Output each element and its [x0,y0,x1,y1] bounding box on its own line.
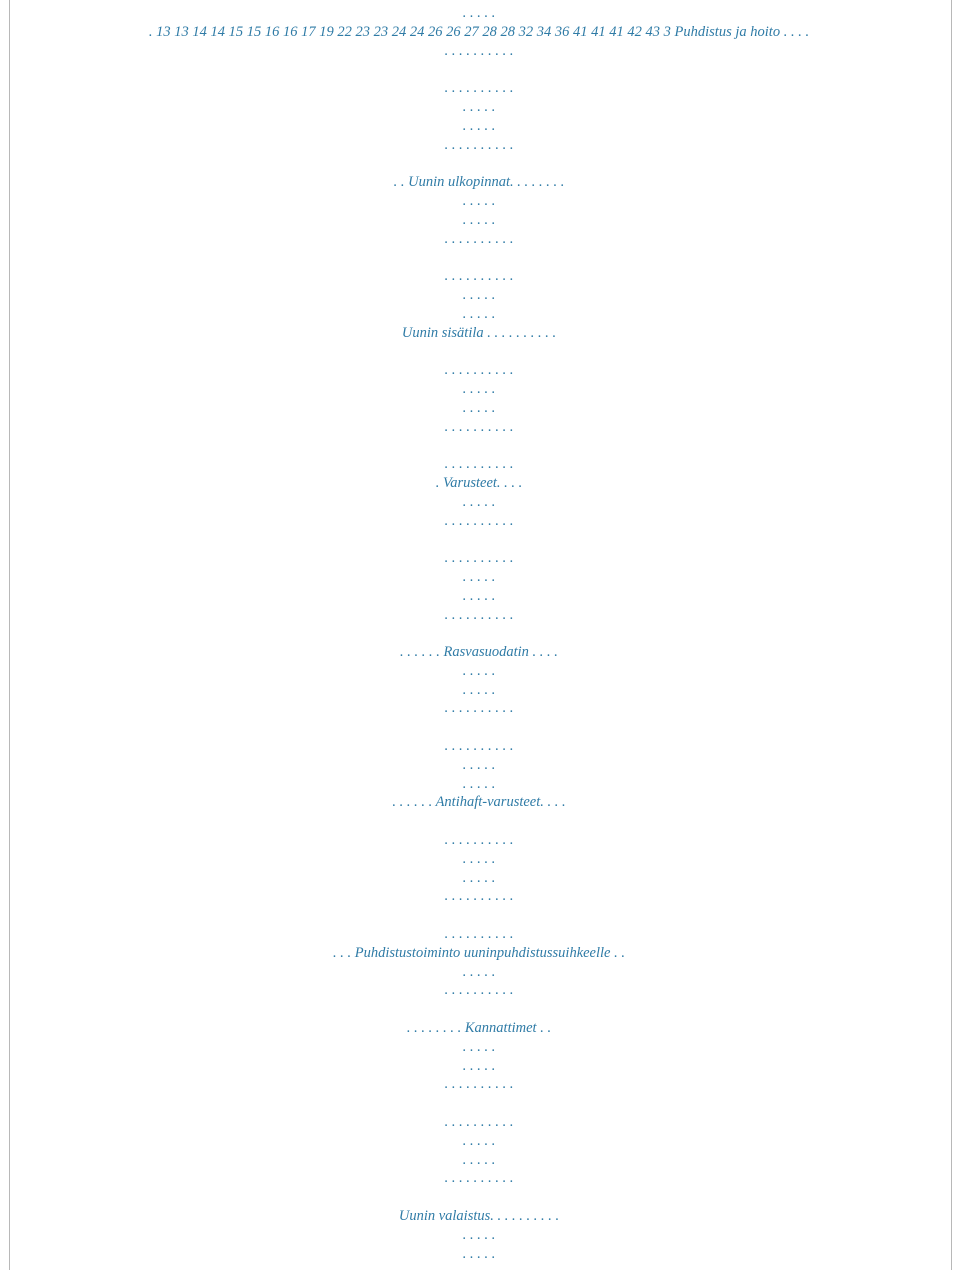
toc-line-text: . . . . . . . . . . [444,550,514,567]
toc-line-text: . . . . . . . . . . [444,418,514,435]
toc-line [0,455,960,474]
toc-line [0,662,960,681]
toc-line-text: . . . . . . . . . . [444,80,514,97]
toc-line [0,1019,960,1038]
toc-line-text: . . . . . . Rasvasuodatin . . . . [400,644,558,661]
toc-line-text: . . . . . . . . . . [444,1114,514,1131]
toc-line-text: . . . . . . . . . . [444,1076,514,1093]
toc-line-text: . . . . . [462,681,496,698]
toc-line [0,136,960,155]
toc-line [0,42,960,61]
toc-line [0,267,960,286]
toc-line-text: . . Uunin ulkopinnat. . . . . . . . [393,174,565,191]
toc-line [0,699,960,718]
toc-line [0,1075,960,1094]
toc-line [0,493,960,512]
toc-line [0,230,960,249]
toc-line-text: . . . . . [462,1226,496,1243]
toc-line-text: . . . . . [462,192,496,209]
toc-line-text: . . . . . [462,5,496,21]
toc-line-text: . . . . . [462,1057,496,1074]
toc-line [0,831,960,850]
toc-line-text: . . . . . [462,963,496,980]
toc-line-text: Uunin sisätila . . . . . . . . . . [401,324,557,341]
toc-line [0,681,960,700]
toc-line [0,418,960,437]
toc-line-text: . . . . . [462,568,496,585]
toc-line [0,324,960,343]
toc-line-text: . Varusteet. . . . [435,474,523,491]
toc-line [0,361,960,380]
toc-line [0,173,960,192]
toc-line [0,737,960,756]
toc-line [0,850,960,869]
toc-line-text: . . . . . [462,98,496,115]
toc-line-text: . . . . . [462,756,496,773]
toc-line [0,1207,960,1226]
toc-line [0,718,960,737]
toc-line-text: . . . . . [462,117,496,134]
toc-line-text: . . . . . . . . . . [444,230,514,247]
toc-line [0,887,960,906]
toc-line [0,248,960,267]
toc-line [0,1169,960,1188]
toc-line [0,775,960,794]
toc-line [0,963,960,982]
toc-line [0,549,960,568]
toc-line [0,530,960,549]
toc-line-text: . . . . . . . . . . [444,136,514,153]
toc-line [0,568,960,587]
toc-line-text: . . . . . [462,211,496,228]
toc-line-text: . . . . . [462,587,496,604]
toc-line [0,98,960,117]
toc-line [0,1038,960,1057]
toc-line-text: . . . . . [462,380,496,397]
toc-line [0,474,960,493]
toc-line-text: . . . Puhdistustoiminto uuninpuhdistussuihkeelle . . [332,944,625,961]
toc-line [0,1151,960,1170]
toc-line [0,286,960,305]
toc-line-text: . . . . . [462,493,496,510]
toc-line [0,399,960,418]
toc-line [0,944,960,963]
toc-line [0,624,960,643]
toc-line-text: . . . . . . . . . . [444,268,514,285]
toc-line-text: . . . . . [462,1132,496,1149]
toc-line-text: . . . . . [462,662,496,679]
toc-line [0,812,960,831]
toc-line-text: . . . . . . . . . . [444,606,514,623]
toc-line-text: . . . . . . . . . . [444,362,514,379]
toc-line-text: . . . . . [462,286,496,303]
toc-line-text: . . . . . . . . . . [444,512,514,529]
toc-line-text: . . . . . . . . . . [444,700,514,717]
toc-line [0,60,960,79]
toc-line [0,1132,960,1151]
toc-line-text: . 13 13 14 14 15 15 16 16 17 19 22 23 23 24 24 26 26 27 28 28 32 34 36 41 41 41 42 43 3 Puhdistus ja hoito . . . . [148,23,810,40]
toc-line-text: . . . . . [462,1245,496,1262]
toc-line [0,756,960,775]
toc-line-text: . . . . . . . . . . [444,42,514,59]
toc-line-text: . . . . . [462,1151,496,1168]
toc-line [0,4,960,23]
toc-line [0,606,960,625]
toc-line-text: . . . . . [462,399,496,416]
toc-line [0,380,960,399]
toc-line [0,869,960,888]
toc-line [0,587,960,606]
toc-line [0,1000,960,1019]
toc-line [0,1226,960,1245]
toc-line-text: . . . . . . . . . . [444,982,514,999]
toc-line [0,1057,960,1076]
toc-line-text: Uunin valaistus. . . . . . . . . . [398,1208,560,1224]
toc-line-text: . . . . . [462,869,496,886]
toc-line-text: . . . . . [462,850,496,867]
toc-lines [0,4,960,1263]
toc-line [0,981,960,1000]
toc-line-text: . . . . . [462,1038,496,1055]
toc-line-text: . . . . . [462,305,496,322]
toc-line [0,211,960,230]
toc-line-text: . . . . . . . . . . [444,1170,514,1187]
toc-line [0,79,960,98]
toc-line [0,23,960,42]
toc-line [0,1094,960,1113]
toc-line [0,117,960,136]
toc-line [0,512,960,531]
toc-line-text: . . . . . . . . . . [444,738,514,755]
toc-line [0,1245,960,1264]
toc-line [0,906,960,925]
toc-line [0,793,960,812]
toc-line [0,436,960,455]
toc-line [0,342,960,361]
toc-line [0,154,960,173]
toc-line-text: . . . . . . . . . . [444,832,514,849]
toc-line-text: . . . . . . . . . . [444,456,514,473]
toc-line-text: . . . . . . . . . . [444,888,514,905]
toc-line [0,192,960,211]
toc-line [0,925,960,944]
toc-line-text: . . . . . . . . . . [444,926,514,943]
toc-line [0,1188,960,1207]
toc-line [0,305,960,324]
toc-line-text: . . . . . [462,775,496,792]
toc-line [0,1113,960,1132]
toc-line-text: . . . . . . . . Kannattimet . . [406,1020,552,1037]
toc-line [0,643,960,662]
toc-line-text: . . . . . . Antihaft-varusteet. . . . [392,794,566,811]
